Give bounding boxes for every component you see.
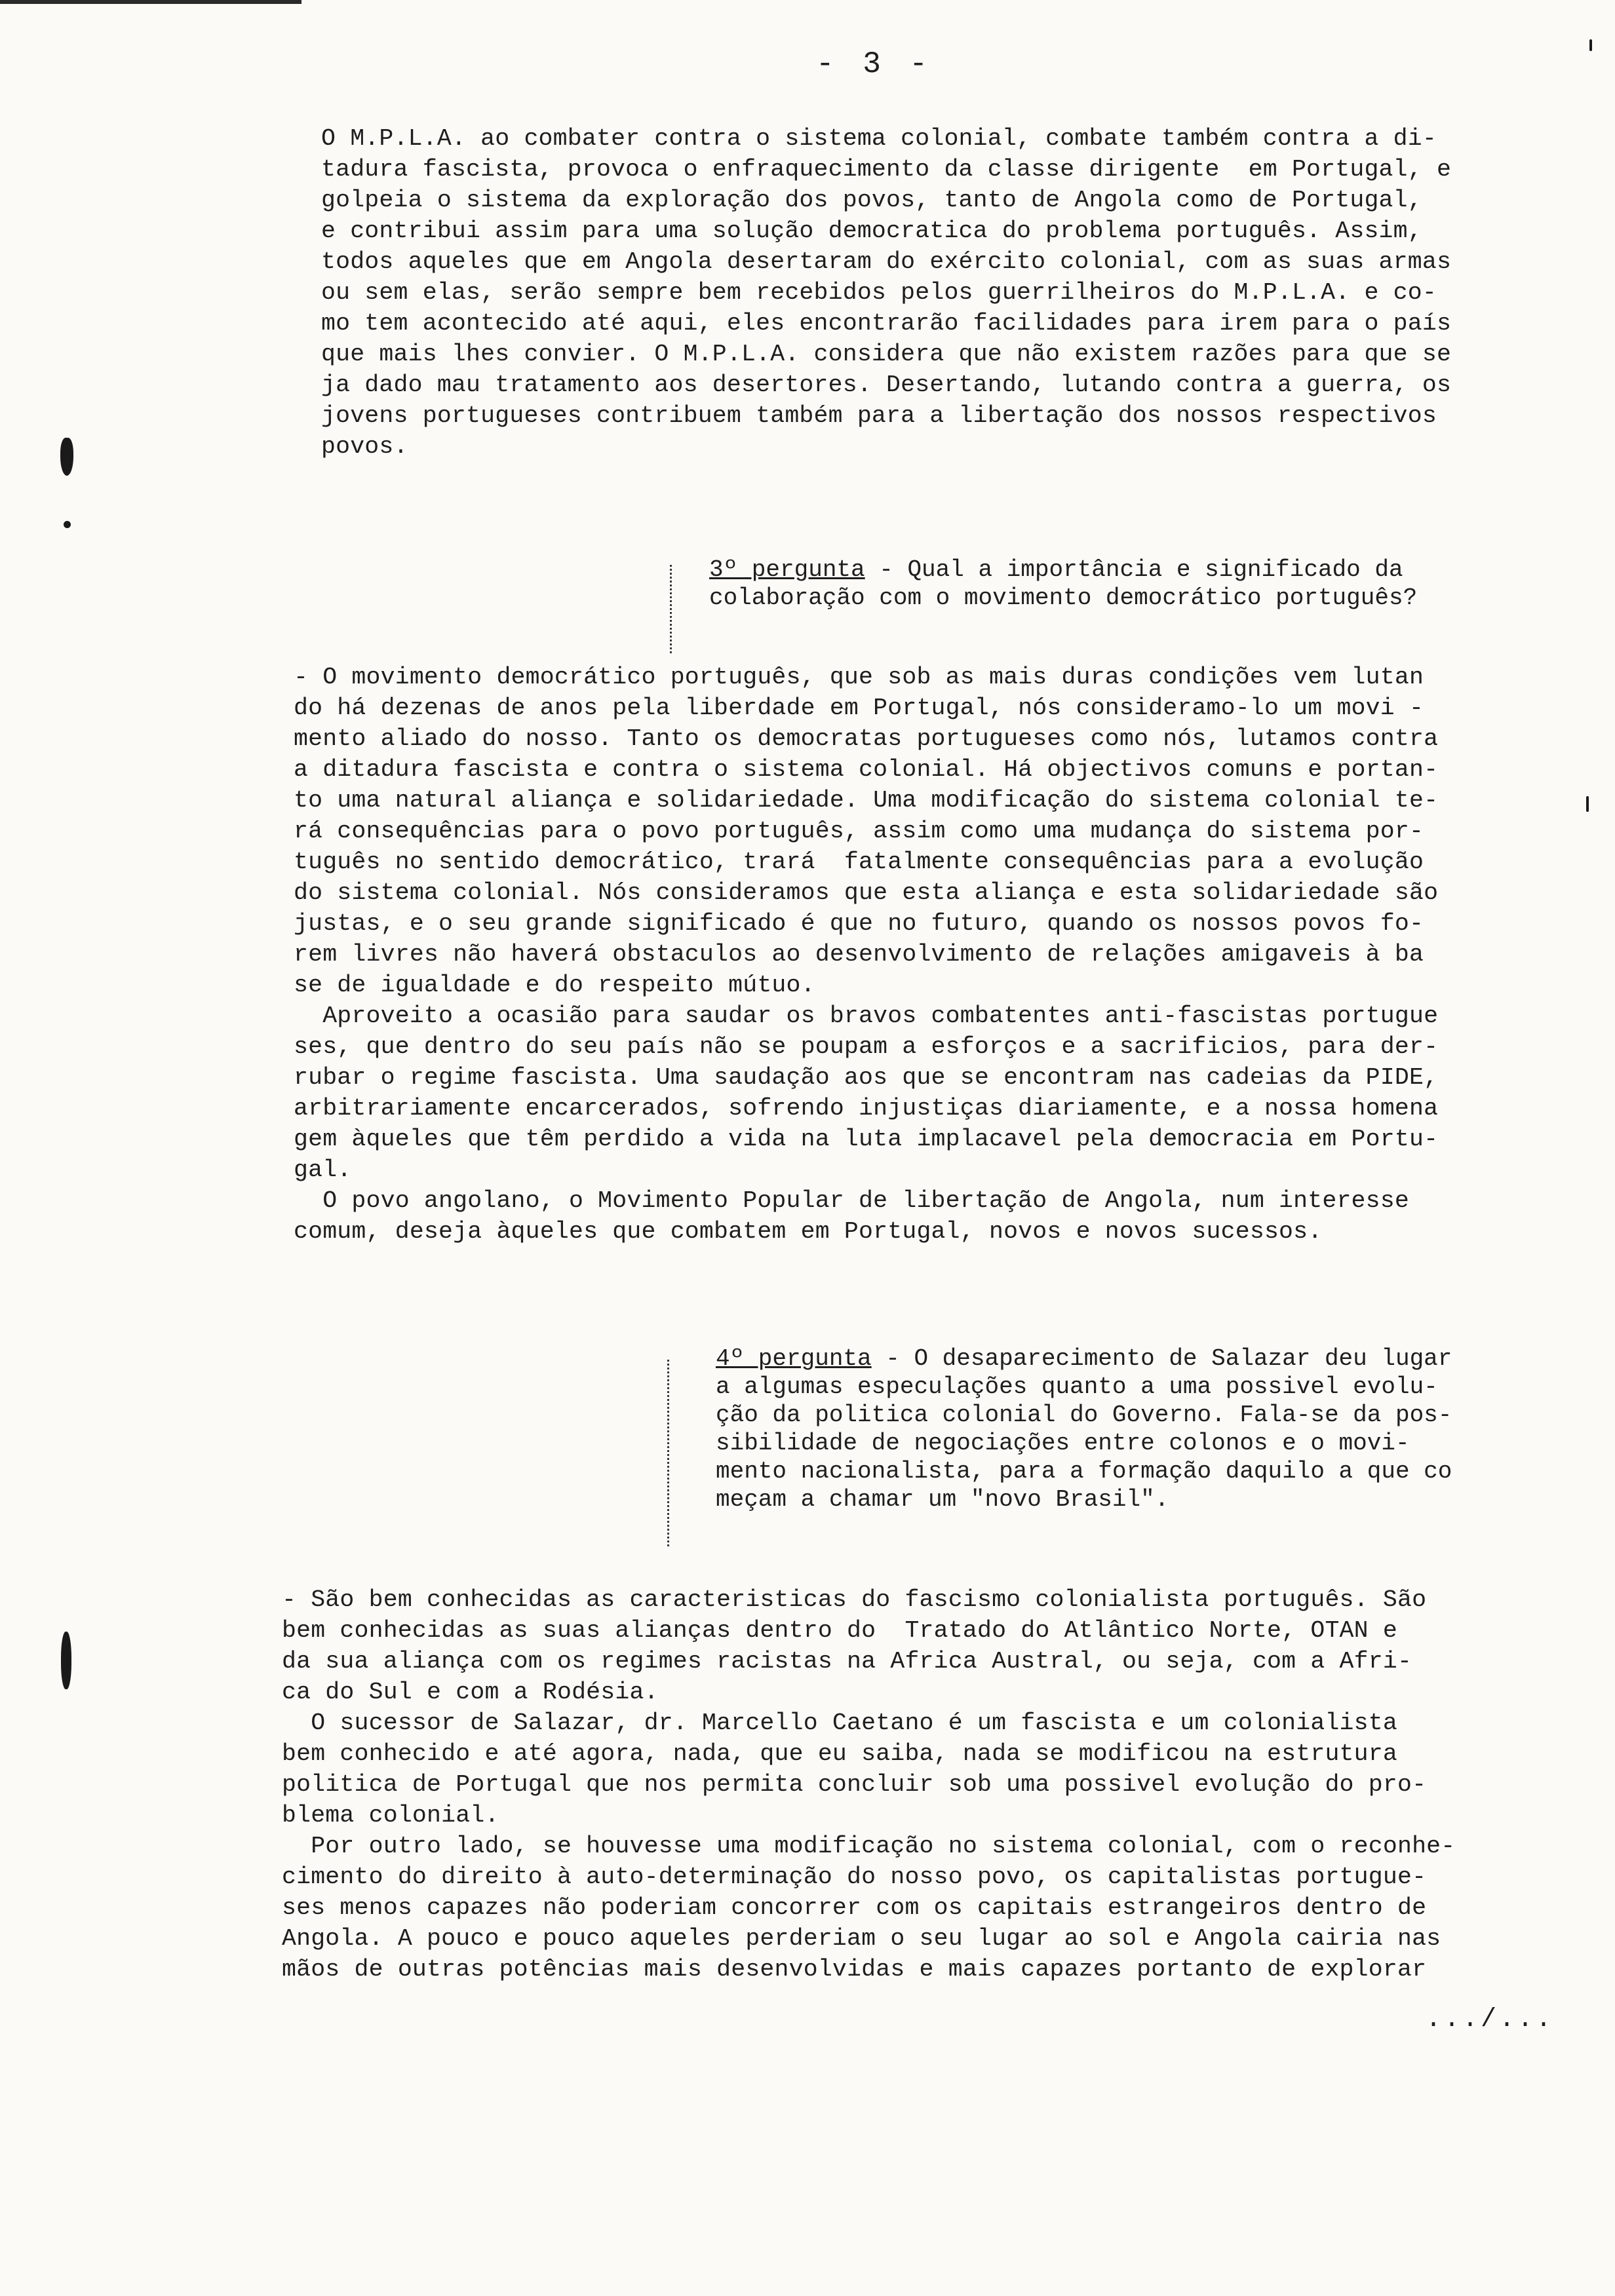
page-number: - 3 - [816,47,933,81]
question-4-text: - O desaparecimento de Salazar deu lugar a algumas especulações quanto a uma possivel evolu- ção da politica colonial do Governo. Fala-se da pos- sibilidade de negociações entre colonos e o movi- mento nacionalista, para a formação daquilo a que co meçam a chamar um "novo Brasil". [716,1345,1452,1513]
answer-3: - O movimento democrático português, que sob as mais duras condições vem lutan do há dezenas de anos pela liberdade em Portugal, nós consideramo-lo um movi - mento aliado do nosso. Tanto os democratas portugueses como nós, lutamos contra a ditadura fascista e contra o sistema colonial. Há objectivos comuns e portan- to uma natural aliança e solidariedade. Uma modificação do sistema colonial te- rá consequências para o povo português, assim como uma mudança do sistema por- tuguês no sentido democrático, trará fatalmente consequências para a evolução do sistema colonial. Nós consideramos que esta aliança e esta solidariedade são justas, e o seu grande significado é que no futuro, quando os nossos povos fo- rem livres não haverá obstaculos ao desenvolvimento de relações amigaveis à ba se de igualdade e do respeito mútuo. Aproveito a ocasião para saudar os bravos combatentes anti-fascistas portugue ses, que dentro do seu país não se poupam a esforços e a sacrificios, para der- rubar o regime fascista. Uma saudação aos que se encontram nas cadeias da PIDE, arbitrariamente encarcerados, sofrendo injustiças diariamente, e a nossa homena gem àqueles que têm perdido a vida na luta implacavel pela democracia em Portu- gal. O povo angolano, o Movimento Popular de libertação de Angola, num interesse comum, deseja àqueles que combatem em Portugal, novos e novos sucessos. [294,664,1439,1245]
scan-smudge [1586,796,1589,812]
scan-smudge [61,1632,71,1689]
paragraph-intro: O M.P.L.A. ao combater contra o sistema colonial, combate também contra a di- tadura fascista, provoca o enfraquecimento da classe dirigente em Portugal, e golpeia o sistema da exploração dos povos, tanto de Angola como de Portugal, e contribui assim para uma solução democratica do problema português. Assim, todos aqueles que em Angola desertaram do exército colonial, com as suas armas ou sem elas, serão sempre bem recebidos pelos guerrilheiros do M.P.L.A. e co- mo tem acontecido até aqui, eles encontrarão facilidades para irem para o país que mais lhes convier. O M.P.L.A. considera que não existem razões para que se ja dado mau tratamento aos desertores. Desertando, lutando contra a guerra, os jovens portugueses contribuem também para a libertação dos nossos respectivos povos. [321,125,1452,460]
question-3-text: - Qual a importância e significado da colaboração com o movimento democrático português? [709,556,1418,611]
continuation-mark: .../... [1426,2005,1555,2035]
scan-smudge [60,438,73,476]
scan-smudge [1589,39,1592,51]
question-4 [716,1345,1452,1514]
question-3-label: 3º pergunta [709,556,865,583]
top-rule [0,0,302,4]
question-3 [709,556,1417,612]
scan-smudge [64,521,71,528]
answer-4: - São bem conhecidas as caracteristicas do fascismo colonialista português. São bem conhecidas as suas alianças dentro do Tratado do Atlântico Norte, OTAN e da sua aliança com os regimes racistas na Africa Austral, ou seja, com a Afri- ca do Sul e com a Rodésia. O sucessor de Salazar, dr. Marcello Caetano é um fascista e um colonialista bem conhecido e até agora, nada, que eu saiba, nada se modificou na estrutura politica de Portugal que nos permita concluir sob uma possivel evolução do pro- blema colonial. Por outro lado, se houvesse uma modificação no sistema colonial, com o reconhe- cimento do direito à auto-determinação do nosso povo, os capitalistas portugue- ses menos capazes não poderiam concorrer com os capitais estrangeiros dentro de Angola. A pouco e pouco aqueles perderiam o seu lugar ao sol e Angola cairia nas mãos de outras potências mais desenvolvidas e mais capazes portanto de explorar [282,1586,1456,1983]
question-margin-mark [667,1360,669,1546]
question-margin-mark [670,565,672,653]
question-4-label: 4º pergunta [716,1345,872,1372]
